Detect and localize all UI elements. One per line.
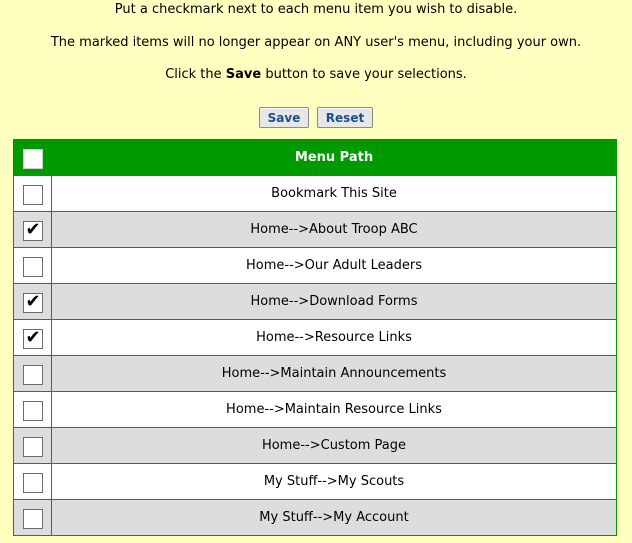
menu-path-label: Bookmark This Site — [52, 176, 617, 212]
reset-button[interactable]: Reset — [317, 107, 373, 128]
select-all-cell — [14, 140, 52, 176]
menu-path-label: My Stuff-->My Account — [52, 500, 617, 536]
disable-item-checkbox[interactable] — [23, 290, 43, 313]
table-row — [14, 464, 617, 500]
table-row — [14, 212, 617, 248]
disable-item-checkbox[interactable] — [23, 473, 43, 493]
table-header-row — [14, 140, 617, 176]
menu-path-label: Home-->Resource Links — [52, 320, 617, 356]
table-row — [14, 284, 617, 320]
checkbox-cell — [14, 356, 52, 392]
disable-item-checkbox[interactable] — [23, 257, 43, 277]
checkbox-cell — [14, 284, 52, 320]
checkbox-cell — [14, 212, 52, 248]
checkmark-icon: ✔ — [25, 218, 41, 240]
menu-path-label: Home-->Maintain Announcements — [52, 356, 617, 392]
table-row — [14, 248, 617, 284]
checkbox-cell — [14, 464, 52, 500]
select-all-checkbox[interactable] — [23, 149, 43, 169]
save-button[interactable]: Save — [259, 107, 309, 128]
menu-path-header: Menu Path — [52, 140, 617, 176]
disable-item-checkbox[interactable] — [23, 365, 43, 385]
disable-item-checkbox[interactable] — [23, 509, 43, 529]
table-row — [14, 428, 617, 464]
checkbox-cell — [14, 320, 52, 356]
checkmark-icon: ✔ — [25, 290, 41, 312]
instruction-line-3 — [0, 67, 632, 82]
menu-path-label: Home-->Custom Page — [52, 428, 617, 464]
instruction-line-3-post: button to save your selections. — [261, 67, 467, 82]
instruction-line-2: The marked items will no longer appear on ANY user's menu, including your own. — [50, 35, 582, 50]
disable-item-checkbox[interactable] — [23, 185, 43, 205]
menu-path-label: Home-->Maintain Resource Links — [52, 392, 617, 428]
checkbox-cell — [14, 176, 52, 212]
table-row — [14, 176, 617, 212]
instruction-save-word: Save — [225, 67, 262, 82]
disable-item-checkbox[interactable] — [23, 437, 43, 457]
menu-path-label: Home-->About Troop ABC — [52, 212, 617, 248]
checkbox-cell — [14, 500, 52, 536]
disable-item-checkbox[interactable] — [23, 218, 43, 241]
table-row — [14, 500, 617, 536]
table-row — [14, 320, 617, 356]
menu-path-label: My Stuff-->My Scouts — [52, 464, 617, 500]
disable-item-checkbox[interactable] — [23, 401, 43, 421]
checkbox-cell — [14, 248, 52, 284]
table-row — [14, 392, 617, 428]
instruction-line-3-pre: Click the — [165, 67, 226, 82]
menu-path-label: Home-->Download Forms — [52, 284, 617, 320]
menu-path-label: Home-->Our Adult Leaders — [52, 248, 617, 284]
checkbox-cell — [14, 392, 52, 428]
instruction-line-1: Put a checkmark next to each menu item you wish to disable. — [114, 2, 518, 17]
disable-item-checkbox[interactable] — [23, 326, 43, 349]
checkbox-cell — [14, 428, 52, 464]
checkmark-icon: ✔ — [25, 326, 41, 348]
button-bar — [0, 107, 632, 128]
menu-path-table — [13, 139, 617, 536]
table-row — [14, 356, 617, 392]
